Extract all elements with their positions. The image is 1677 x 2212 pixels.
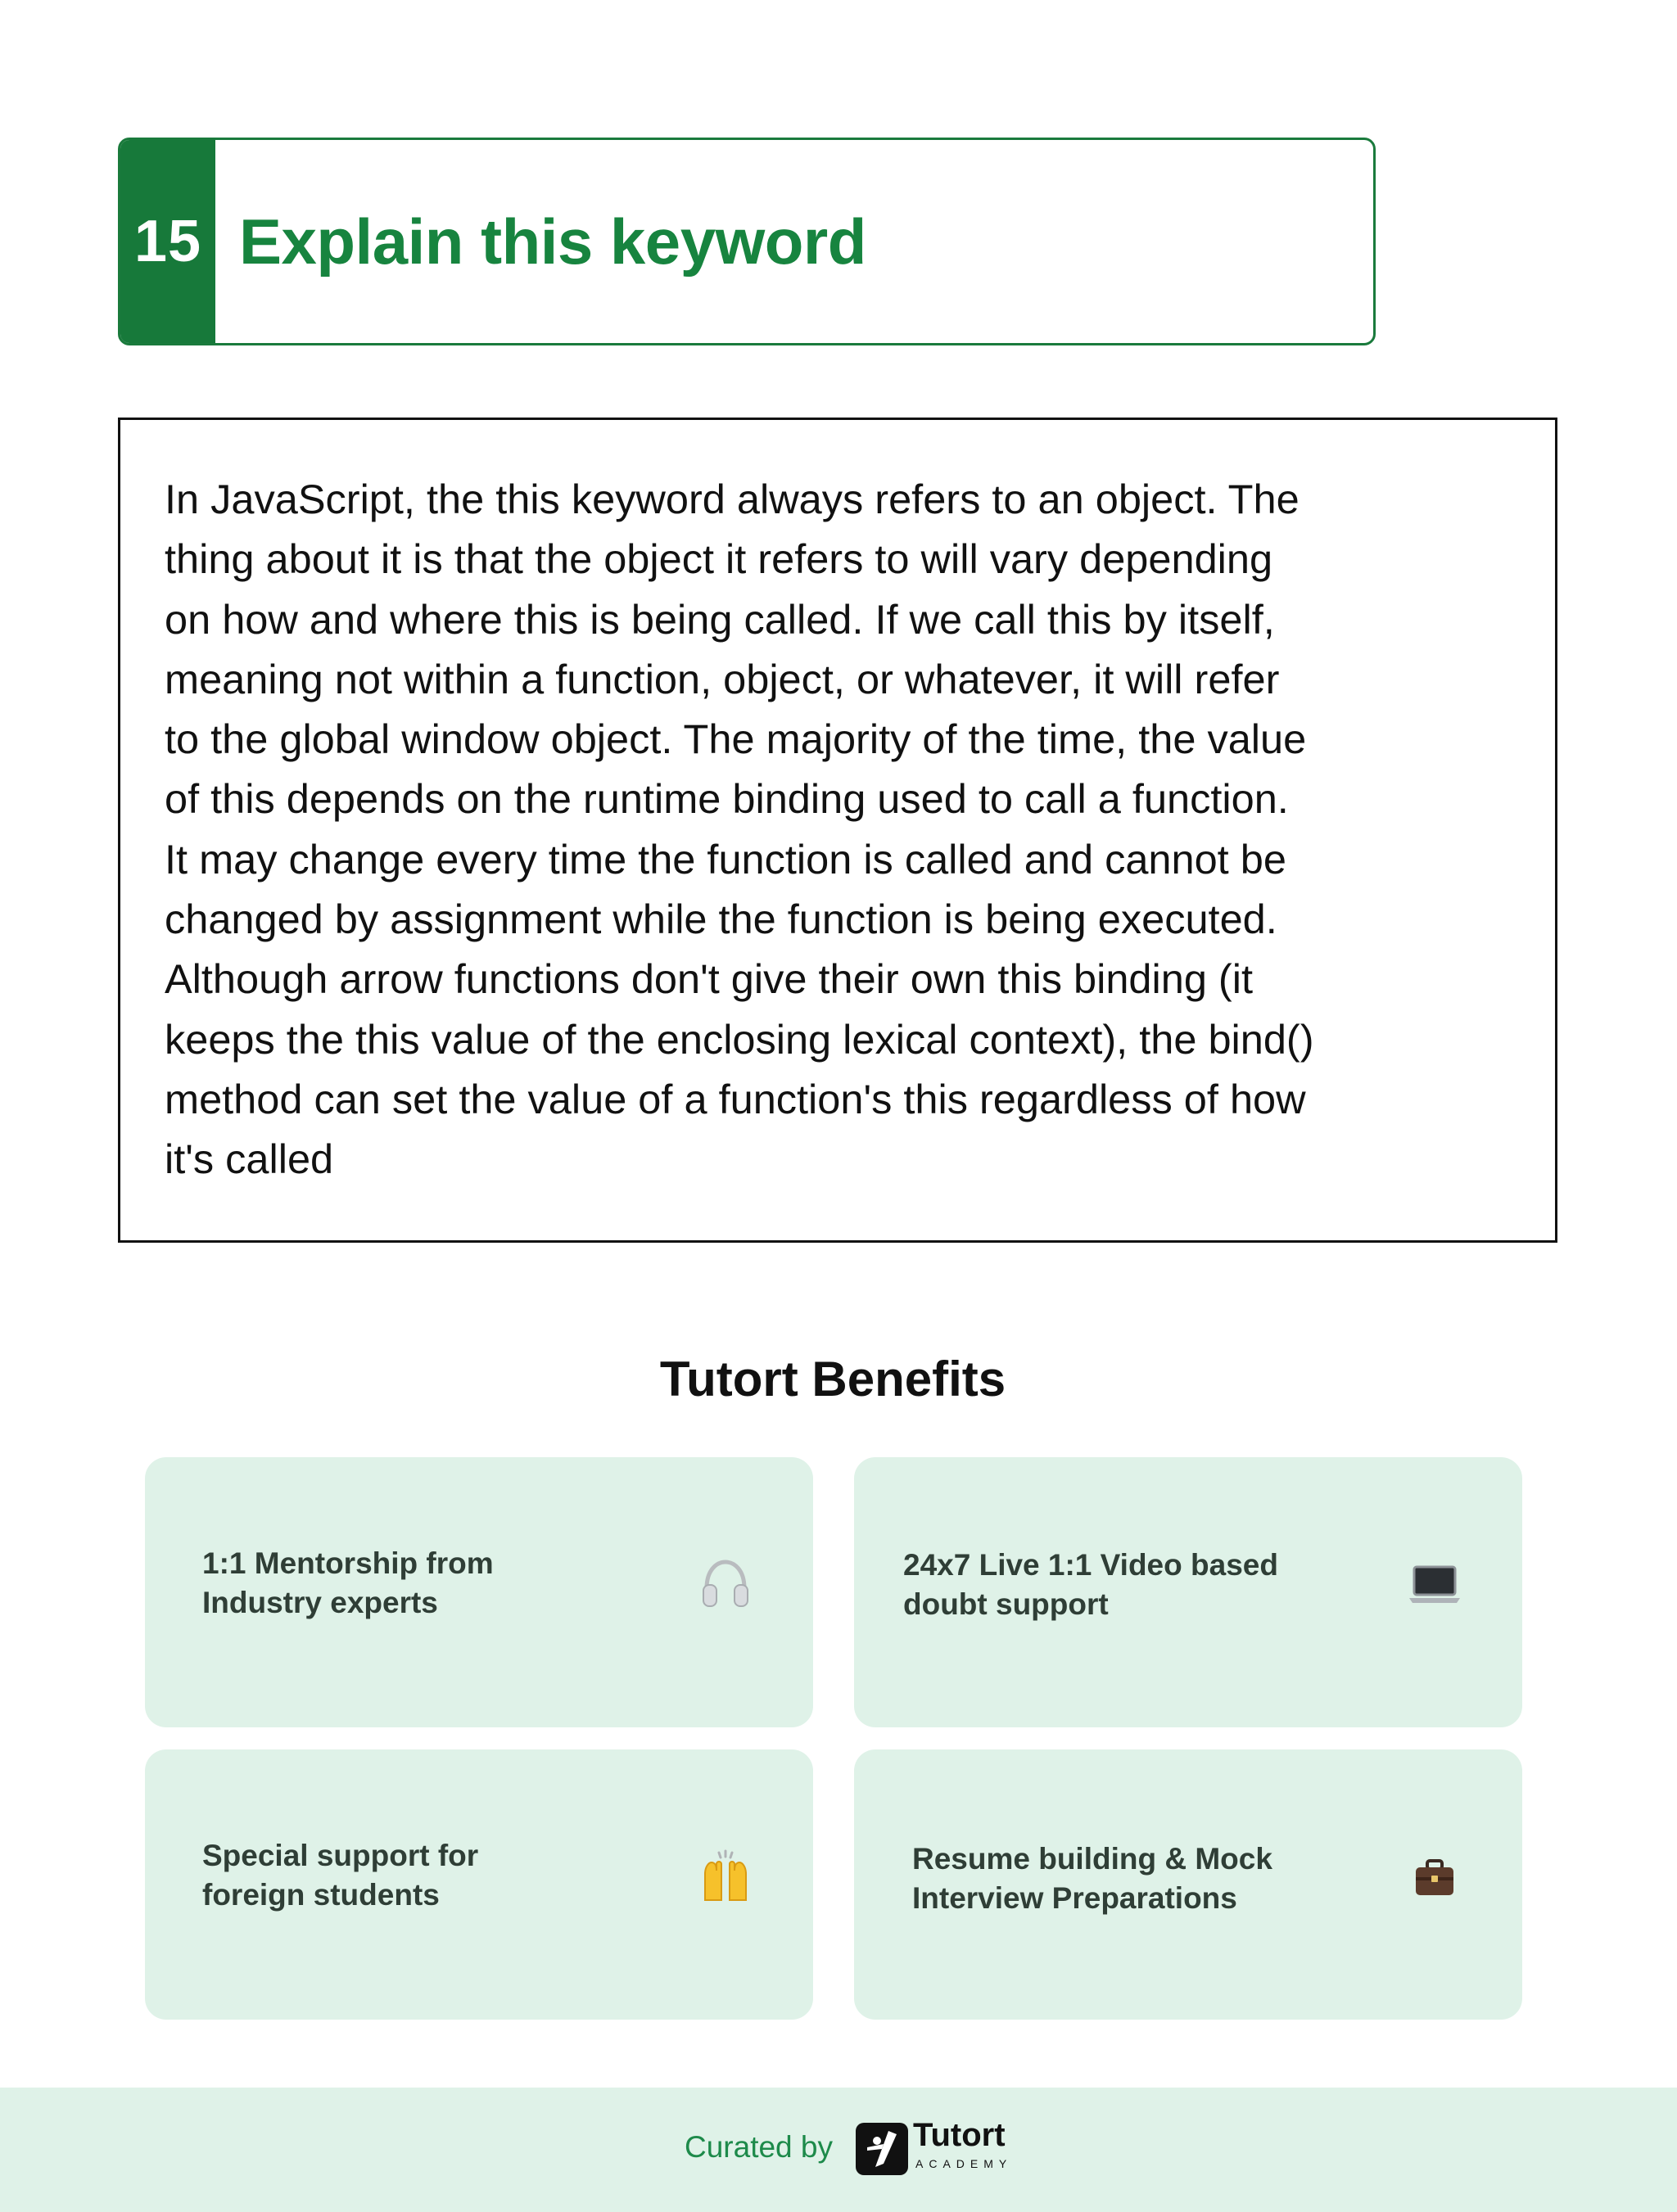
answer-line: of this depends on the runtime binding used to call a function. <box>165 775 1289 823</box>
footer-curated-by: Curated by <box>685 2130 833 2164</box>
footer <box>0 2088 1677 2212</box>
benefit-text <box>202 1544 661 1623</box>
answer-line: on how and where this is being called. If we call this by itself, <box>165 595 1275 643</box>
answer-line: thing about it is that the object it refers to will vary depending <box>165 535 1273 583</box>
answer-line: keeps the this value of the enclosing lexical context), the bind() <box>165 1015 1314 1063</box>
benefit-line: 24x7 Live 1:1 Video based <box>903 1548 1278 1582</box>
benefit-card-foreign-students <box>145 1749 813 2020</box>
benefit-line: Industry experts <box>202 1586 438 1619</box>
benefit-text <box>912 1840 1371 1918</box>
benefit-card-mentorship <box>145 1457 813 1727</box>
benefit-line: Special support for <box>202 1839 479 1872</box>
answer-box <box>118 418 1557 1243</box>
answer-line: to the global window object. The majority of the time, the value <box>165 716 1307 763</box>
answer-line: meaning not within a function, object, or whatever, it will refer <box>165 655 1280 702</box>
answer-line: It may change every time the function is called and cannot be <box>165 835 1286 883</box>
benefit-line: foreign students <box>202 1878 440 1912</box>
laptop-icon <box>1406 1555 1463 1613</box>
tutort-logo-icon <box>856 2123 908 2175</box>
answer-text <box>165 469 1507 1190</box>
benefit-line: Resume building & Mock <box>912 1842 1272 1876</box>
briefcase-icon <box>1406 1848 1463 1905</box>
benefits-title: Tutort Benefits <box>659 1352 1006 1406</box>
raised-hands-icon <box>697 1848 754 1905</box>
benefit-text <box>903 1546 1362 1624</box>
benefit-card-resume-building <box>854 1749 1522 2020</box>
benefit-text <box>202 1836 661 1915</box>
answer-line: it's called <box>165 1135 334 1183</box>
benefit-line: doubt support <box>903 1587 1109 1621</box>
question-number: 15 <box>120 140 215 343</box>
footer-brand-sub: ACADEMY <box>915 2157 1013 2170</box>
answer-line: In JavaScript, the this keyword always refers to an object. The <box>165 476 1300 522</box>
question-heading-card <box>118 138 1376 345</box>
footer-brand-name: Tutort <box>913 2117 1006 2153</box>
headphones-icon <box>697 1555 754 1613</box>
question-title: Explain this keyword <box>239 205 866 278</box>
answer-line: method can set the value of a function's this regardless of how <box>165 1075 1306 1122</box>
benefit-line: Interview Preparations <box>912 1881 1237 1915</box>
answer-line: changed by assignment while the function is being executed. <box>165 896 1277 943</box>
answer-line: Although arrow functions don't give their own this binding (it <box>165 955 1254 1003</box>
benefit-line: 1:1 Mentorship from <box>202 1546 494 1580</box>
benefit-card-doubt-support <box>854 1457 1522 1727</box>
